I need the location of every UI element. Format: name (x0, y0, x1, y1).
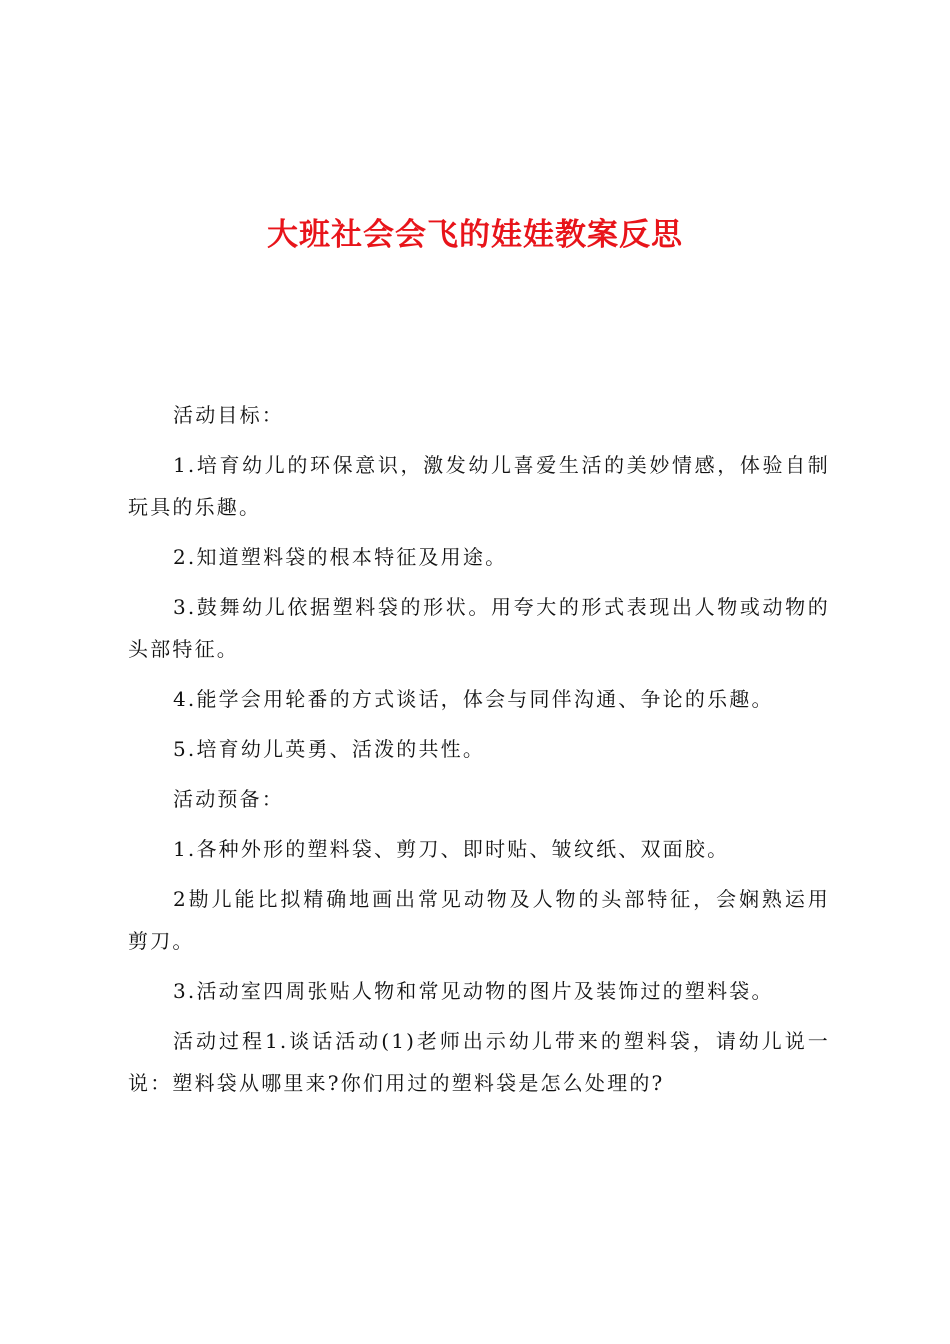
paragraph-goal-2: 2.知道塑料袋的根本特征及用途。 (173, 545, 508, 569)
paragraph-goal-1: 1.培育幼儿的环保意识，激发幼儿喜爱生活的美妙情感，体验自制玩具的乐趣。 (128, 453, 830, 519)
paragraph-preparation-2: 2勘儿能比拟精确地画出常见动物及人物的头部特征，会娴熟运用剪刀。 (128, 887, 830, 953)
paragraph-preparation-1: 1.各种外形的塑料袋、剪刀、即时贴、皱纹纸、双面胶。 (173, 837, 730, 861)
paragraph-preparation-3: 3.活动室四周张贴人物和常见动物的图片及装饰过的塑料袋。 (173, 979, 774, 1003)
paragraph-goal-3: 3.鼓舞幼儿依据塑料袋的形状。用夸大的形式表现出人物或动物的头部特征。 (128, 595, 830, 661)
paragraph-goal-4: 4.能学会用轮番的方式谈话，体会与同伴沟通、争论的乐趣。 (173, 687, 774, 711)
paragraph-process: 活动过程1.谈话活动(1)老师出示幼儿带来的塑料袋，请幼儿说一说：塑料袋从哪里来?你们用过的塑料袋是怎么处理的? (128, 1029, 830, 1095)
paragraph-goal-5: 5.培育幼儿英勇、活泼的共性。 (173, 737, 486, 761)
paragraph-activity-goals-heading: 活动目标： (173, 403, 284, 427)
document-title: 大班社会会飞的娃娃教案反思 (267, 217, 683, 253)
paragraph-preparation-heading: 活动预备： (173, 787, 284, 811)
document-body (128, 394, 830, 1112)
